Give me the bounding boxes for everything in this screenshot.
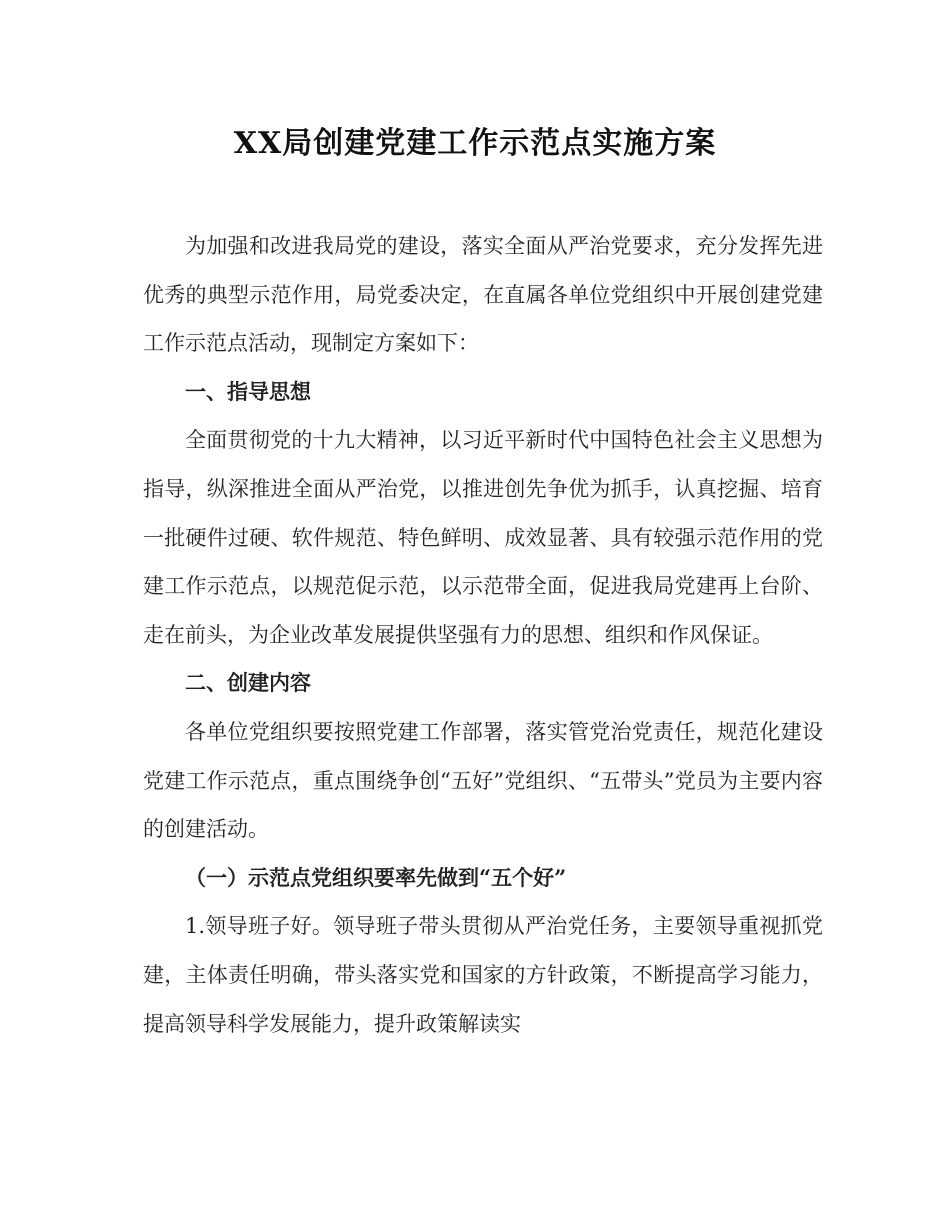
section-content-body: 各单位党组织要按照党建工作部署，落实管党治党责任，规范化建设党建工作示范点，重点围绕争创“五好”党组织、“五带头”党员为主要内容的创建活动。	[143, 719, 823, 842]
section-heading-guiding-ideology: 一、指导思想	[185, 379, 311, 404]
section-heading-content: 二、创建内容	[185, 671, 311, 696]
subsection-heading-five-goods: （一）示范点党组织要率先做到“五个好”	[185, 864, 567, 890]
document-title: XX局创建党建工作示范点实施方案	[233, 126, 717, 161]
section-guiding-ideology-body: 全面贯彻党的十九大精神，以习近平新时代中国特色社会主义思想为指导，纵深推进全面从严治党，以推进创先争优为抓手，认真挖掘、培育一批硬件过硬、软件规范、特色鲜明、成效显著、具有较强示范作用的党建工作示范点，以规范促示范，以示范带全面，促进我局党建再上台阶、走在前头，为企业改革发展提供坚强有力的思想、组织和作风保证。	[143, 428, 823, 647]
document-body	[143, 222, 823, 1048]
intro-paragraph: 为加强和改进我局党的建设，落实全面从严治党要求，充分发挥先进优秀的典型示范作用，局党委决定，在直属各单位党组织中开展创建党建工作示范点活动，现制定方案如下：	[143, 234, 823, 356]
item-leadership: 1.领导班子好。领导班子带头贯彻从严治党任务，主要领导重视抓党建，主体责任明确，带头落实党和国家的方针政策，不断提高学习能力，提高领导科学发展能力，提升政策解读实	[143, 914, 823, 1036]
